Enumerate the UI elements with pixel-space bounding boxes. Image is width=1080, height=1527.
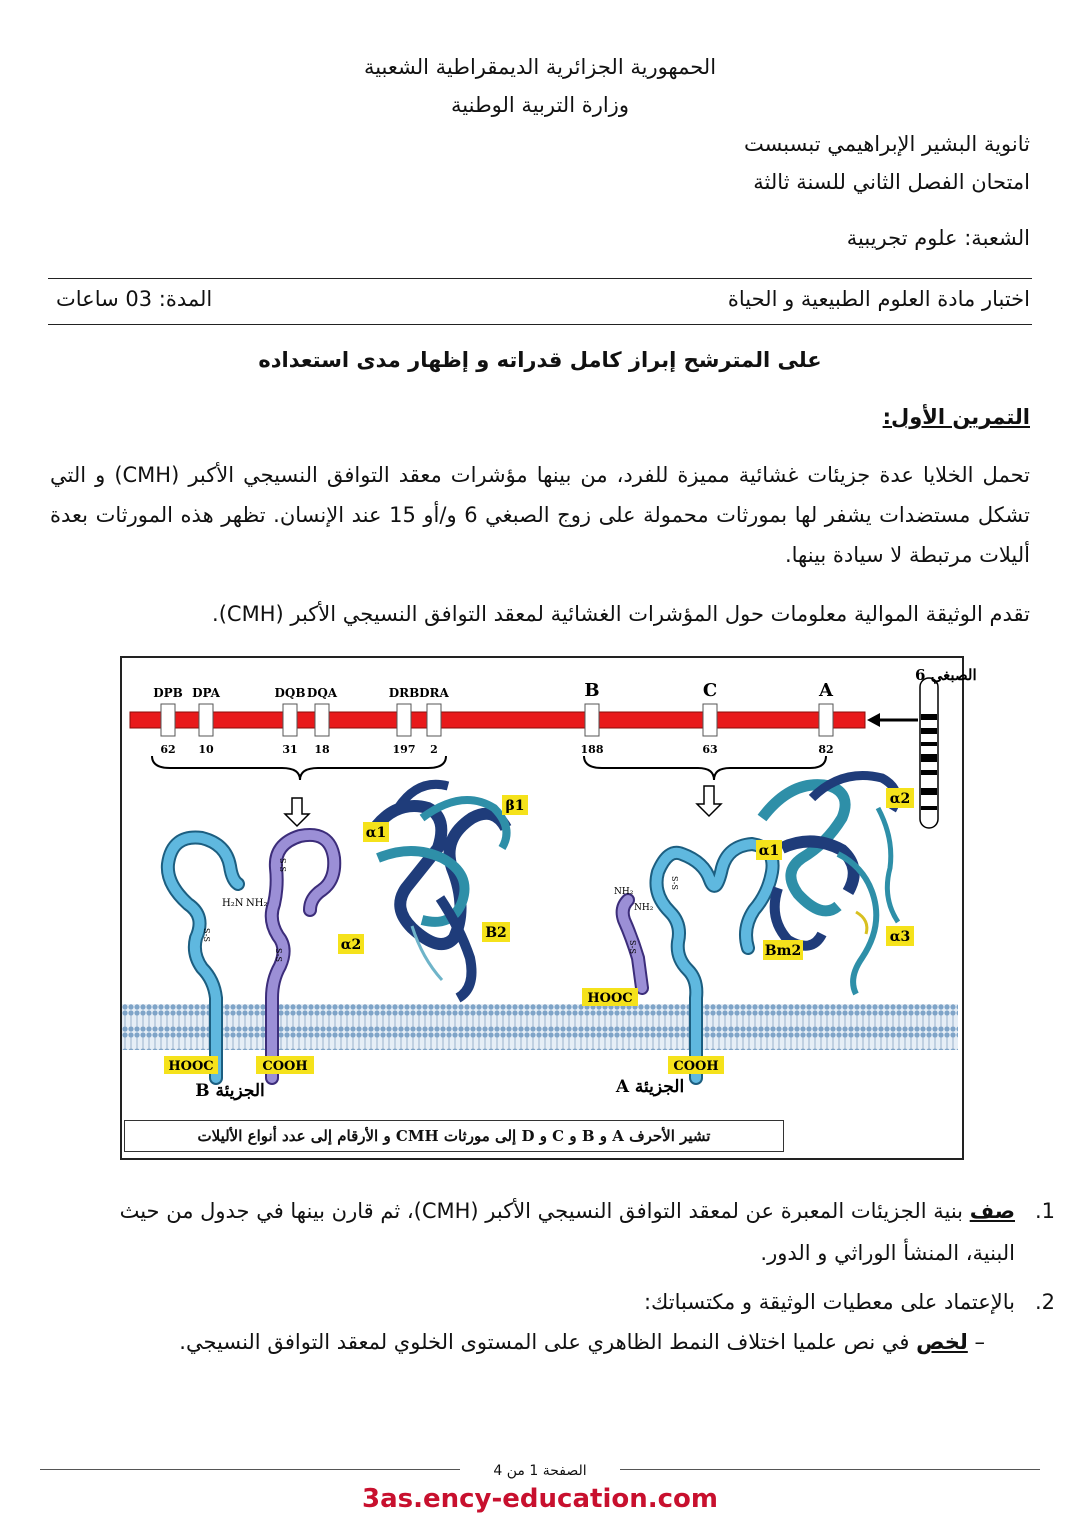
ss-bond-3: S-S	[274, 948, 283, 962]
gene-alleles-dqa: 18	[314, 743, 330, 756]
gene-alleles-b: 188	[580, 743, 604, 756]
site-watermark[interactable]: 3as.ency-education.com	[362, 1484, 718, 1514]
brace-class-i	[584, 756, 826, 780]
h2n-label: H₂N	[222, 898, 244, 909]
alpha3-label: α3	[889, 929, 911, 945]
gene-box-dqb	[283, 704, 297, 736]
brace-class-ii	[152, 756, 446, 780]
gene-box-drb	[397, 704, 411, 736]
down-arrow-a	[697, 786, 721, 816]
footer-rule-left	[40, 1469, 460, 1470]
chromosome-label: الصبغي 6	[915, 666, 977, 684]
chromosome-6-idiogram	[920, 678, 938, 828]
beta1-label: β1	[505, 798, 525, 814]
gene-alleles-a: 82	[818, 743, 834, 756]
alpha1-label-a: α1	[758, 843, 780, 859]
question-1-number: 1.	[1034, 1199, 1055, 1223]
exercise-title: التمرين الأول:	[882, 405, 1030, 429]
instruction: على المترشح إبراز كامل قدراته و إظهار مدى استعداده	[258, 348, 822, 372]
subject-label: اختبار مادة العلوم الطبيعية و الحياة	[727, 287, 1030, 311]
chromosome-6-bar	[130, 712, 865, 728]
republic-title: الحمهورية الجزائرية الديمقراطية الشعبية	[363, 55, 717, 79]
ss-bond-1: S-S	[278, 858, 287, 872]
question-2-text: بالإعتماد على معطيات الوثيقة و مكتسباتك:	[643, 1290, 1015, 1314]
molecule-b-label: الجزيئة B	[195, 1081, 265, 1101]
gene-box-c	[703, 704, 717, 736]
page-footer	[40, 1460, 1040, 1479]
gene-name-a: A	[819, 680, 833, 701]
gene-box-dpb	[161, 704, 175, 736]
stream-label: الشعبة: علوم تجريبية	[846, 226, 1030, 250]
gene-box-dra	[427, 704, 441, 736]
question-2-dash: –	[974, 1330, 985, 1354]
alpha1-label-b: α1	[365, 825, 387, 841]
alpha2-label-b: α2	[340, 937, 362, 953]
gene-name-dqb: DQB	[274, 686, 306, 700]
gene-alleles-drb: 197	[392, 743, 416, 756]
bm2-label: Bm2	[764, 943, 802, 959]
question-2-verb: لخص	[916, 1330, 968, 1354]
cooh-label-a: COOH	[673, 1059, 719, 1074]
question-2-rest: في نص علميا اختلاف النمط الظاهري على المستوى الخلوي لمعقد التوافق النسيجي.	[179, 1330, 917, 1354]
header-rule-top	[48, 278, 1032, 279]
exam-name: امتحان الفصل الثاني للسنة ثالثة	[753, 170, 1030, 194]
class-i-ribbon	[762, 776, 898, 995]
question-2	[100, 1290, 1055, 1314]
cell-membrane	[122, 1004, 958, 1050]
figure-caption: تشير الأحرف A و B و C و D إلى مورثات CMH و الأرقام إلى عدد أنواع الأليلات	[124, 1120, 784, 1152]
gene-name-dqa: DQA	[306, 686, 338, 700]
gene-name-dpa: DPA	[192, 686, 220, 700]
header-rule-bottom	[48, 324, 1032, 325]
question-2-task	[85, 1330, 985, 1354]
gene-box-dqa	[315, 704, 329, 736]
question-1-text: بنية الجزيئات المعبرة عن لمعقد التوافق النسيجي الأكبر (CMH)، ثم قارن بينها في جدول من حيث البنية، المنشأ الوراثي و الدور.	[119, 1199, 1015, 1265]
gene-box-b	[585, 704, 599, 736]
gene-box-dpa	[199, 704, 213, 736]
alpha2-label-a: α2	[889, 791, 911, 807]
ss-bond-4: S-S	[670, 876, 679, 890]
nh2-label-a1: NH₂	[614, 887, 634, 897]
document-intro: تقدم الوثيقة الموالية معلومات حول المؤشرات الغشائية لمعقد التوافق النسيجي الأكبر (CMH).	[212, 602, 1030, 626]
gene-alleles-dra: 2	[430, 743, 438, 756]
gene-alleles-dpa: 10	[198, 743, 214, 756]
question-1	[100, 1190, 1055, 1274]
gene-alleles-dqb: 31	[282, 743, 298, 756]
duration-label: المدة: 03 ساعات	[56, 287, 213, 311]
ss-bond-5: S-S	[628, 940, 637, 954]
molecule-a-label: الجزيئة A	[615, 1077, 685, 1097]
ministry-title: وزارة التربية الوطنية	[451, 93, 629, 117]
exercise-intro: تحمل الخلايا عدة جزيئات غشائية مميزة للفرد، من بينها مؤشرات معقد التوافق النسيجي الأكبر (CMH) و التي تشكل مستضدات يشفر لها بمورثات محمولة على زوج الصبغي 6 و/أو 15 عند الإنسان. تظهر هذه المورثات بعدة أليلات مرتبطة لا سيادة بينها.	[50, 463, 1030, 567]
nh2-label-a2: NH₂	[634, 903, 654, 913]
class-ii-ribbon	[365, 784, 507, 998]
page-number: الصفحة 1 من 4	[485, 1463, 594, 1479]
gene-alleles-dpb: 62	[160, 743, 176, 756]
hooc-label-b: HOOC	[168, 1059, 214, 1074]
document-figure	[120, 656, 977, 1160]
gene-alleles-c: 63	[702, 743, 718, 756]
nh2-label: NH₂	[246, 898, 268, 909]
b2-label: B2	[485, 925, 507, 941]
question-2-number: 2.	[1034, 1290, 1055, 1314]
gene-box-a	[819, 704, 833, 736]
cooh-label-b: COOH	[262, 1059, 308, 1074]
gene-name-dpb: DPB	[153, 686, 183, 700]
mhc-diagram	[122, 658, 977, 1158]
question-1-verb: صف	[969, 1199, 1015, 1223]
ss-bond-2: S-S	[202, 928, 211, 942]
gene-name-drb: DRB	[388, 686, 420, 700]
gene-name-b: B	[584, 680, 600, 701]
gene-name-c: C	[702, 680, 718, 701]
school-name: ثانوية البشير الإبراهيمي تبسبست	[743, 132, 1030, 156]
footer-rule-right	[620, 1469, 1040, 1470]
down-arrow-b	[285, 798, 309, 826]
hooc-label-a: HOOC	[587, 991, 633, 1006]
gene-name-dra: DRA	[419, 686, 449, 700]
